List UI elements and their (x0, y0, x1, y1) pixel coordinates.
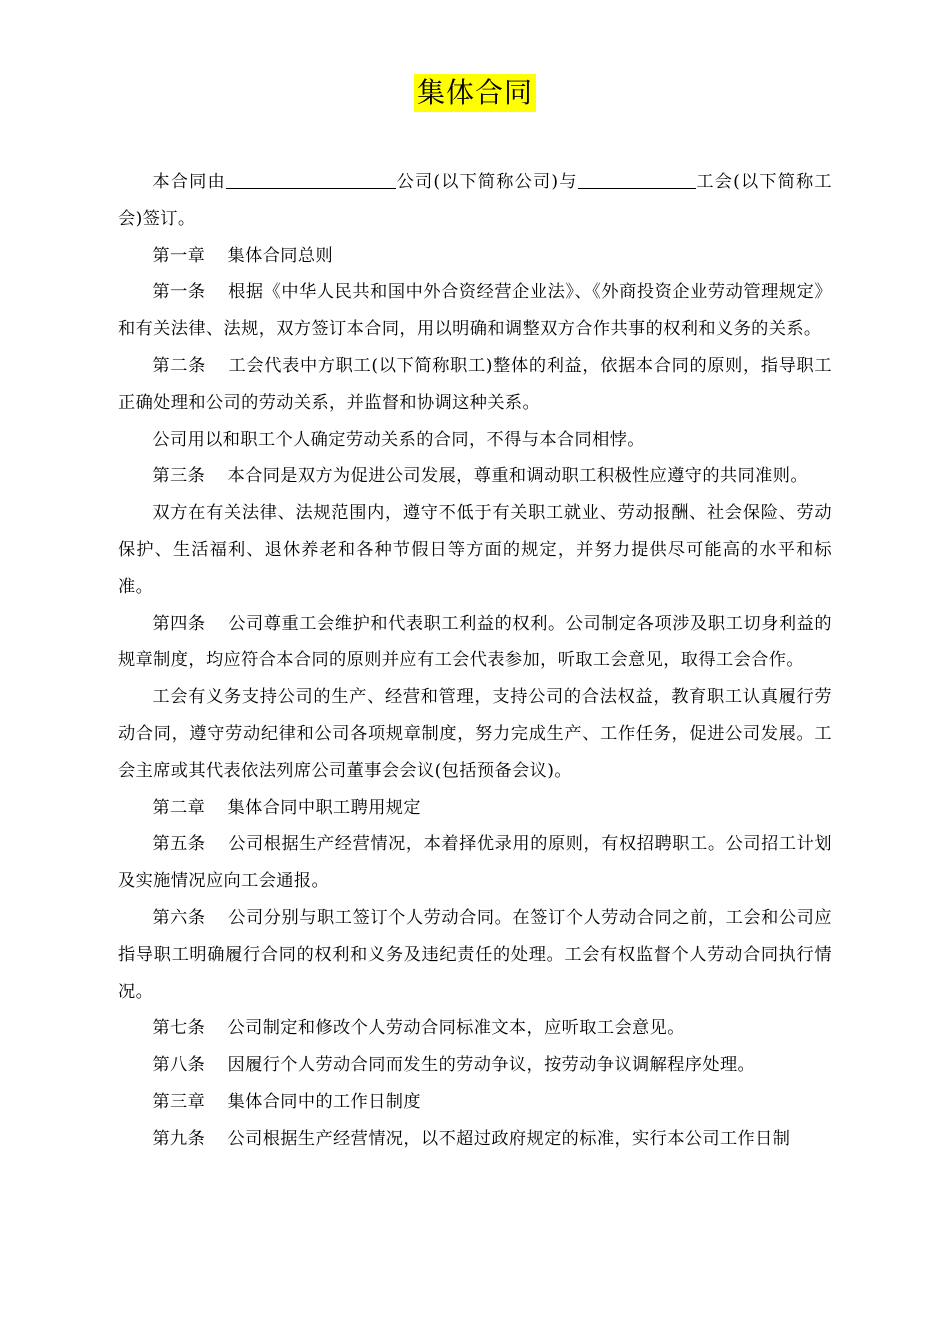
chapter-heading (118, 790, 832, 827)
document-body (118, 164, 832, 1158)
paragraph-text: 公司用以和职工个人确定劳动关系的合同，不得与本合同相悖。 (152, 429, 645, 450)
article-paragraph (118, 1010, 832, 1047)
paragraph-text: 集体合同中的工作日制度 (227, 1091, 421, 1112)
paragraph-label: 第六条 (152, 907, 206, 928)
paragraph-label: 第七条 (152, 1018, 206, 1039)
paragraph-text: 因履行个人劳动合同而发生的劳动争议，按劳动争议调解程序处理。 (227, 1055, 756, 1076)
paragraph-label: 第二章 (152, 797, 206, 818)
intro-text-3: 工会(以下简称工会)签订。 (118, 172, 833, 229)
paragraph-label: 第四条 (152, 613, 206, 634)
paragraph-text: 公司根据生产经营情况，本着择优录用的原则，有权招聘职工。公司招工计划及实施情况应向工会通报。 (118, 834, 832, 892)
paragraph-label: 第一条 (152, 282, 206, 303)
body-paragraph (118, 495, 832, 605)
paragraph-label: 第八条 (152, 1055, 206, 1076)
paragraph-label: 第一章 (152, 245, 206, 266)
paragraph-text: 公司尊重工会维护和代表职工利益的权利。公司制定各项涉及职工切身利益的规章制度，均应符合本合同的原则并应有工会代表参加，听取工会意见，取得工会合作。 (118, 613, 832, 671)
paragraph-text: 公司制定和修改个人劳动合同标准文本，应听取工会意见。 (227, 1018, 685, 1039)
paragraph-text: 工会有义务支持公司的生产、经营和管理，支持公司的合法权益，教育职工认真履行劳动合同，遵守劳动纪律和公司各项规章制度，努力完成生产、工作任务，促进公司发展。工会主席或其代表依法列席公司董事会会议(包括预备会议)。 (118, 687, 832, 781)
intro-paragraph (118, 164, 832, 238)
paragraph-label: 第五条 (152, 834, 206, 855)
article-paragraph (118, 1047, 832, 1084)
paragraph-list (118, 238, 832, 1158)
paragraph-text: 公司分别与职工签订个人劳动合同。在签订个人劳动合同之前，工会和公司应指导职工明确履行合同的权利和义务及违纪责任的处理。工会有权监督个人劳动合同执行情况。 (118, 907, 832, 1002)
paragraph-label: 第三章 (152, 1091, 206, 1112)
paragraph-label: 第三条 (152, 466, 206, 487)
paragraph-text: 公司根据生产经营情况，以不超过政府规定的标准，实行本公司工作日制 (227, 1128, 791, 1149)
article-paragraph (118, 1121, 832, 1158)
article-paragraph (118, 826, 832, 900)
paragraph-text: 双方在有关法律、法规范围内，遵守不低于有关职工就业、劳动报酬、社会保险、劳动保护、生活福利、退休养老和各种节假日等方面的规定，并努力提供尽可能高的水平和标准。 (118, 503, 832, 597)
intro-text-2: 公司(以下简称公司)与 (395, 172, 578, 192)
paragraph-text: 集体合同总则 (227, 245, 334, 266)
article-paragraph (118, 606, 832, 680)
paragraph-label: 第九条 (152, 1128, 206, 1149)
body-paragraph (118, 679, 832, 789)
paragraph-label: 第二条 (152, 355, 206, 376)
intro-text-1: 本合同由 (152, 172, 226, 192)
article-paragraph (118, 900, 832, 1010)
document-title: 集体合同 (414, 74, 536, 112)
chapter-heading (118, 238, 832, 275)
paragraph-text: 集体合同中职工聘用规定 (227, 797, 421, 818)
paragraph-text: 工会代表中方职工(以下简称职工)整体的利益，依据本合同的原则，指导职工正确处理和公司的劳动关系，并监督和协调这种关系。 (118, 355, 832, 413)
article-paragraph (118, 458, 832, 495)
company-name-blank (226, 168, 396, 189)
chapter-heading (118, 1084, 832, 1121)
paragraph-text: 本合同是双方为促进公司发展，尊重和调动职工积极性应遵守的共同准则。 (227, 466, 808, 487)
body-paragraph (118, 422, 832, 459)
article-paragraph (118, 274, 832, 348)
title-block (0, 74, 950, 112)
article-paragraph (118, 348, 832, 422)
paragraph-text: 根据《中华人民共和国中外合资经营企业法》、《外商投资企业劳动管理规定》和有关法律、法规，双方签订本合同，用以明确和调整双方合作共事的权利和义务的关系。 (118, 282, 832, 340)
union-name-blank (578, 168, 696, 189)
